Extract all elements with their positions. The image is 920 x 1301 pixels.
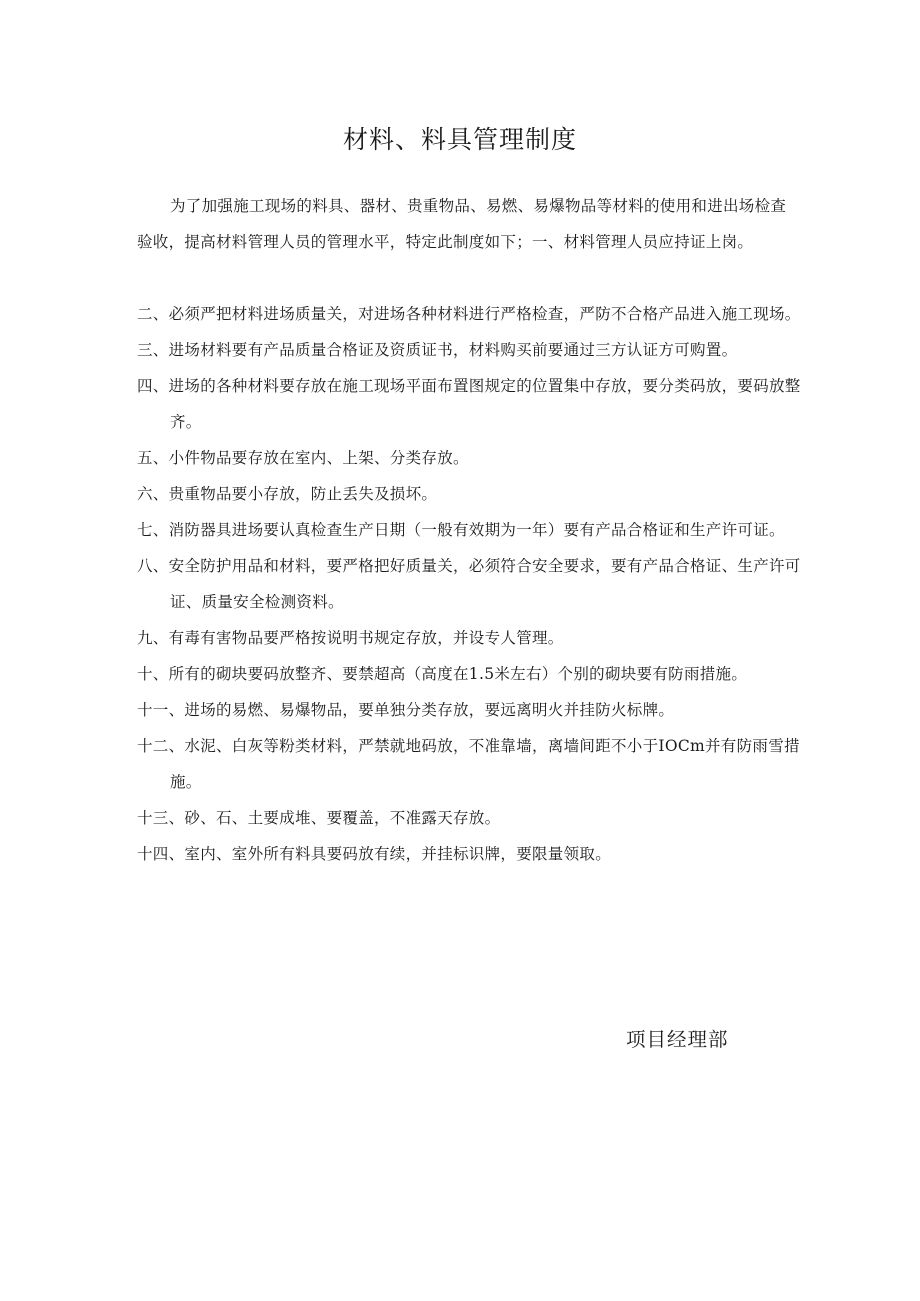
rule-item-9: 九、有毒有害物品要严格按说明书规定存放，并设专人管理。 <box>137 629 564 647</box>
rule-item-6: 六、贵重物品要小存放，防止丢失及损坏。 <box>137 485 438 503</box>
rule-item-4: 四、进场的各种材料要存放在施工现场平面布置图规定的位置集中存放，要分类码放，要码放整齐。 <box>137 377 801 431</box>
document-title: 材料、料具管理制度 <box>342 125 577 154</box>
rule-item-8: 八、安全防护用品和材料，要严格把好质量关，必须符合安全要求，要有产品合格证、生产许可证、质量安全检测资料。 <box>137 557 801 611</box>
rule-item-10: 十、所有的砌块要码放整齐、要禁超高（高度在1.5米左右）个别的砌块要有防雨措施。 <box>137 665 748 683</box>
rule-item-2: 二、必须严把材料进场质量关，对进场各种材料进行严格检查，严防不合格产品进入施工现场。 <box>137 305 801 323</box>
rule-item-13: 十三、砂、石、土要成堆、要覆盖，不准露天存放。 <box>137 809 501 827</box>
rule-item-11: 十一、进场的易燃、易爆物品，要单独分类存放，要远离明火并挂防火标牌。 <box>137 701 675 719</box>
rule-item-5: 五、小件物品要存放在室内、上架、分类存放。 <box>137 449 469 467</box>
signature: 项目经理部 <box>626 1028 729 1051</box>
rule-item-14: 十四、室内、室外所有料具要码放有续，并挂标识牌，要限量领取。 <box>137 845 612 863</box>
intro-paragraph: 为了加强施工现场的料具、器材、贵重物品、易燃、易爆物品等材料的使用和进出场检查验收，提高材料管理人员的管理水平，特定此制度如下；一、材料管理人员应持证上岗。 <box>137 197 787 251</box>
rule-item-7: 七、消防器具进场要认真检查生产日期（一般有效期为一年）要有产品合格证和生产许可证。 <box>137 521 785 539</box>
rule-item-12: 十二、水泥、白灰等粉类材料，严禁就地码放，不准靠墙，离墙间距不小于IOCm并有防雨雪措施。 <box>137 737 800 791</box>
rule-list <box>137 296 805 872</box>
rule-item-3: 三、进场材料要有产品质量合格证及资质证书，材料购买前要通过三方认证方可购置。 <box>137 341 738 359</box>
